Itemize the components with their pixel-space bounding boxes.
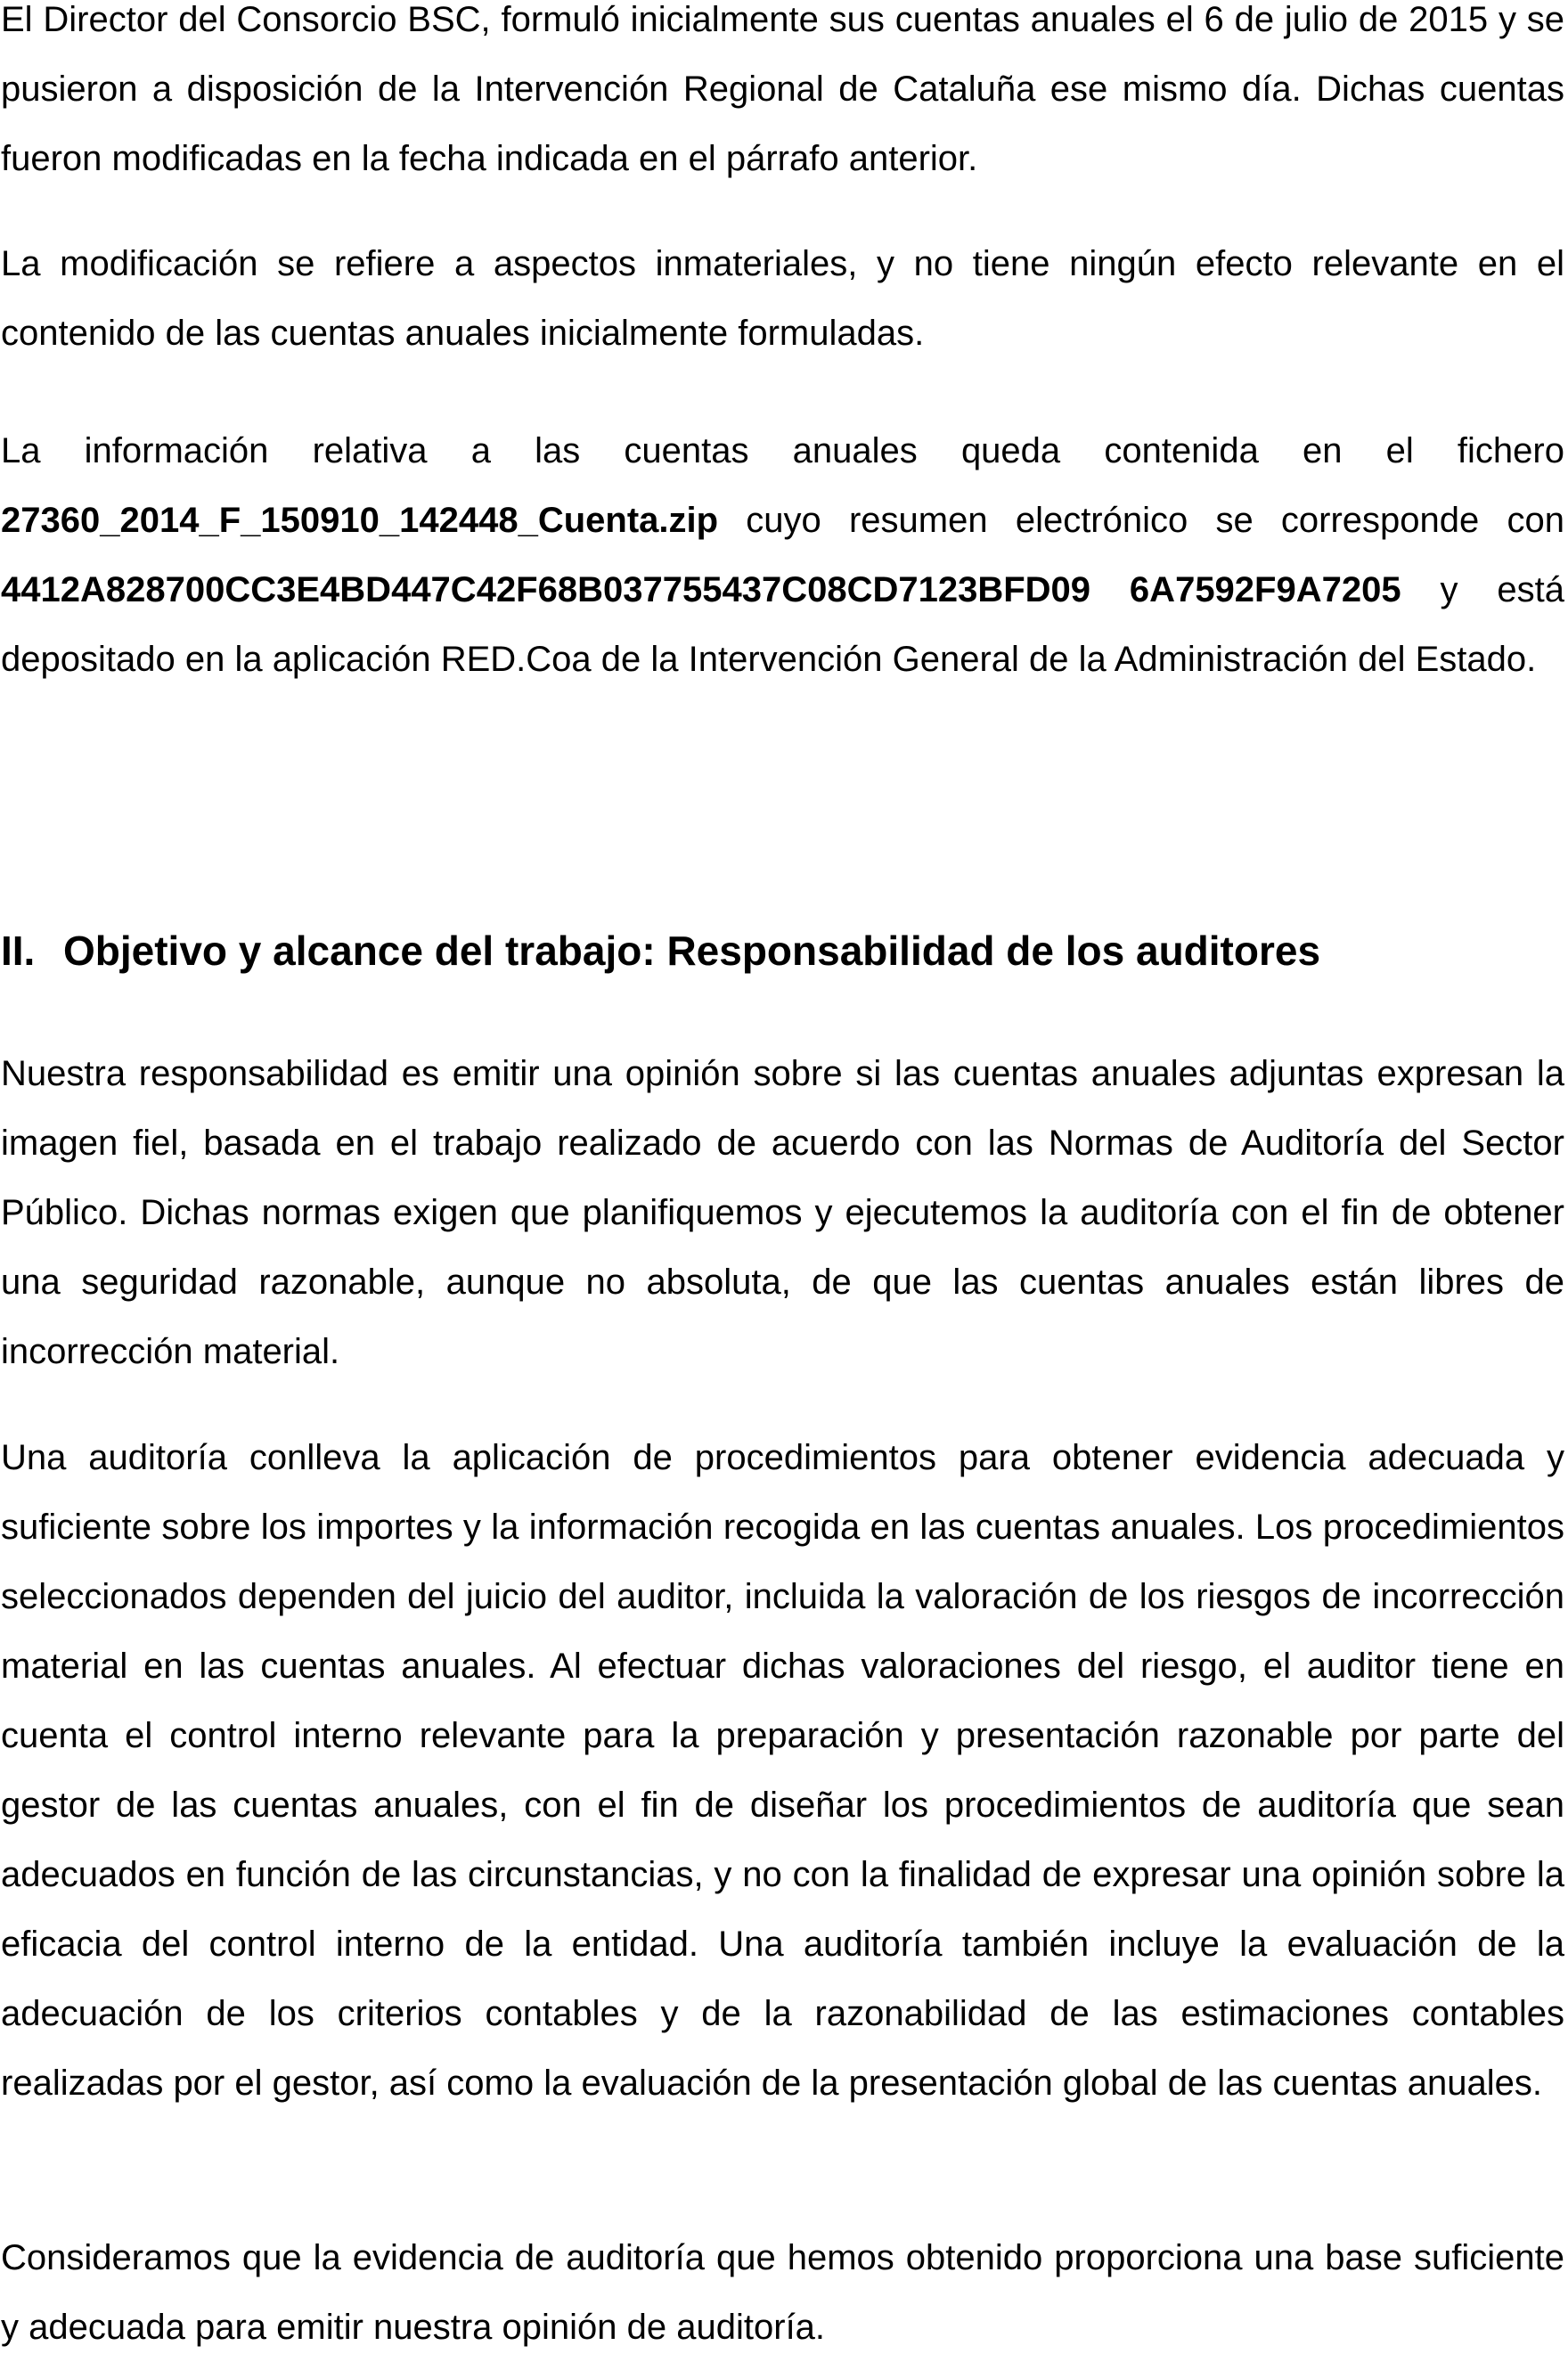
accounts-file-hash: 4412A828700CC3E4BD447C42F68B037755437C08CD7123BFD09 6A7592F9A7205 bbox=[1, 570, 1401, 609]
paragraph-audit-procedures: Una auditoría conlleva la aplicación de procedimientos para obtener evidencia adecuada y suficiente sobre los importes y la información recogida en las cuentas anuales. Los procedimientos seleccionados dependen del juicio del auditor, incluida la valoración de los riesgos de incorrección material en las cuentas anuales. Al efectuar dichas valoraciones del riesgo, el auditor tiene en cuenta el control interno relevante para la preparación y presentación razonable por parte del gestor de las cuentas anuales, con el fin de diseñar los procedimientos de auditoría que sean adecuados en función de las circunstancias, y no con la finalidad de expresar una opinión sobre la eficacia del control interno de la entidad. Una auditoría también incluye la evaluación de la adecuación de los criterios contables y de la razonabilidad de las estimaciones contables realizadas por el gestor, así como la evaluación de la presentación global de las cuentas anuales. bbox=[1, 1438, 1564, 2103]
section-title: Objetivo y alcance del trabajo: Responsabilidad de los auditores bbox=[63, 928, 1321, 974]
section-number: II. bbox=[1, 928, 36, 974]
section-heading bbox=[1, 916, 1320, 985]
paragraph-audit-evidence: Consideramos que la evidencia de auditoría que hemos obtenido proporciona una base suficiente y adecuada para emitir nuestra opinión de auditoría. bbox=[1, 2238, 1564, 2347]
accounts-file-text-3: y está depositado en la aplicación RED.Coa de la Intervención General de la Administración del Estado. bbox=[1, 570, 1564, 679]
accounts-file-name: 27360_2014_F_150910_142448_Cuenta.zip bbox=[1, 501, 719, 540]
paragraph-auditor-responsibility: Nuestra responsabilidad es emitir una opinión sobre si las cuentas anuales adjuntas expresan la imagen fiel, basada en el trabajo realizado de acuerdo con las Normas de Auditoría del Sector Público. Dichas normas exigen que planifiquemos y ejecutemos la auditoría con el fin de obtener una seguridad razonable, aunque no absoluta, de que las cuentas anuales están libres de incorrección material. bbox=[1, 1054, 1564, 1371]
accounts-file-text-2: cuyo resumen electrónico se corresponde con bbox=[718, 501, 1564, 540]
paragraph-accounts-file bbox=[1, 416, 1564, 694]
paragraph-modification: La modificación se refiere a aspectos inmateriales, y no tiene ningún efecto relevante en el contenido de las cuentas anuales inicialmente formuladas. bbox=[1, 244, 1564, 353]
accounts-file-text-1: La información relativa a las cuentas anuales queda contenida en el fichero bbox=[1, 431, 1564, 470]
paragraph-formulation-date: El Director del Consorcio BSC, formuló inicialmente sus cuentas anuales el 6 de julio de 2015 y se pusieron a disposición de la Intervención Regional de Cataluña ese mismo día. Dichas cuentas fueron modificadas en la fecha indicada en el párrafo anterior. bbox=[1, 0, 1564, 178]
